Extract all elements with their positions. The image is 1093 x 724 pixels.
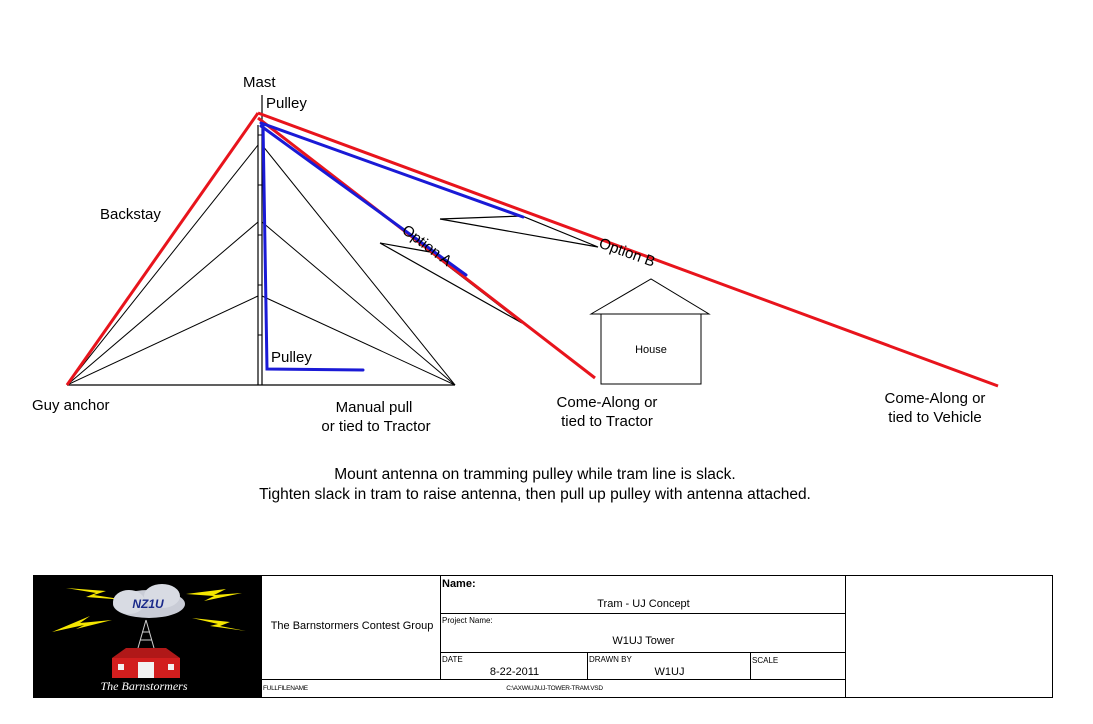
option-b-pointer (440, 216, 598, 247)
project-label: Project Name: (442, 616, 493, 625)
date-cell (441, 653, 588, 679)
date-label: DATE (442, 655, 463, 664)
name-cell (441, 576, 846, 614)
house (591, 279, 709, 384)
blue-pulley-lines (261, 123, 523, 370)
pulley-top-label: Pulley (266, 95, 307, 112)
name-value: Tram - UJ Concept (597, 598, 690, 610)
mast-label: Mast (243, 74, 276, 91)
organization-cell (261, 576, 441, 679)
backstay-label: Backstay (100, 206, 161, 223)
name-label: Name: (442, 578, 476, 590)
option-b-label: Option B (596, 234, 658, 271)
filename-cell (261, 679, 846, 697)
guy-wires (67, 145, 455, 385)
option-a-label: Option A (398, 221, 455, 270)
organization-name: The Barnstormers Contest Group (270, 620, 434, 632)
title-block (33, 575, 1053, 698)
manual-pull-label-line2: or tied to Tractor (321, 418, 431, 435)
backstay-line (67, 113, 258, 385)
pulley-bottom-label: Pulley (271, 349, 312, 366)
drawn-by-value: W1UJ (654, 666, 685, 678)
filename-label: FULLFILENAME (263, 685, 308, 692)
barn-icon (112, 648, 180, 678)
guy-anchor-label: Guy anchor (32, 397, 110, 414)
date-value: 8-22-2011 (489, 666, 540, 678)
tower-icon (138, 620, 154, 648)
filename-value: C:\AXW\UJ\UJ-TOWER-TRAM.VSD (506, 685, 603, 692)
logo-caption: The Barnstormers (100, 679, 188, 693)
come-along-tractor-label-line1: Come-Along or (556, 394, 658, 411)
come-along-tractor-label-line2: tied to Tractor (561, 413, 653, 430)
drawn-by-label: DRAWN BY (589, 655, 632, 664)
instruction-line-2: Tighten slack in tram to raise antenna, then pull up pulley with antenna attached. (259, 486, 811, 503)
svg-text:NZ1U: NZ1U (132, 597, 164, 611)
barnstormers-logo (34, 576, 261, 697)
drawn-by-cell (588, 653, 751, 679)
mast (258, 95, 262, 385)
project-cell (441, 614, 846, 653)
come-along-vehicle-label-line2: tied to Vehicle (888, 409, 982, 426)
scale-cell (751, 653, 846, 679)
project-value: W1UJ Tower (612, 635, 675, 647)
cloud-icon (113, 584, 185, 618)
instruction-line-1: Mount antenna on tramming pulley while tram line is slack. (334, 466, 736, 483)
manual-pull-label-line1: Manual pull (335, 399, 413, 416)
house-label: House (635, 344, 667, 356)
come-along-vehicle-label-line1: Come-Along or (884, 390, 986, 407)
scale-label: SCALE (752, 656, 779, 665)
